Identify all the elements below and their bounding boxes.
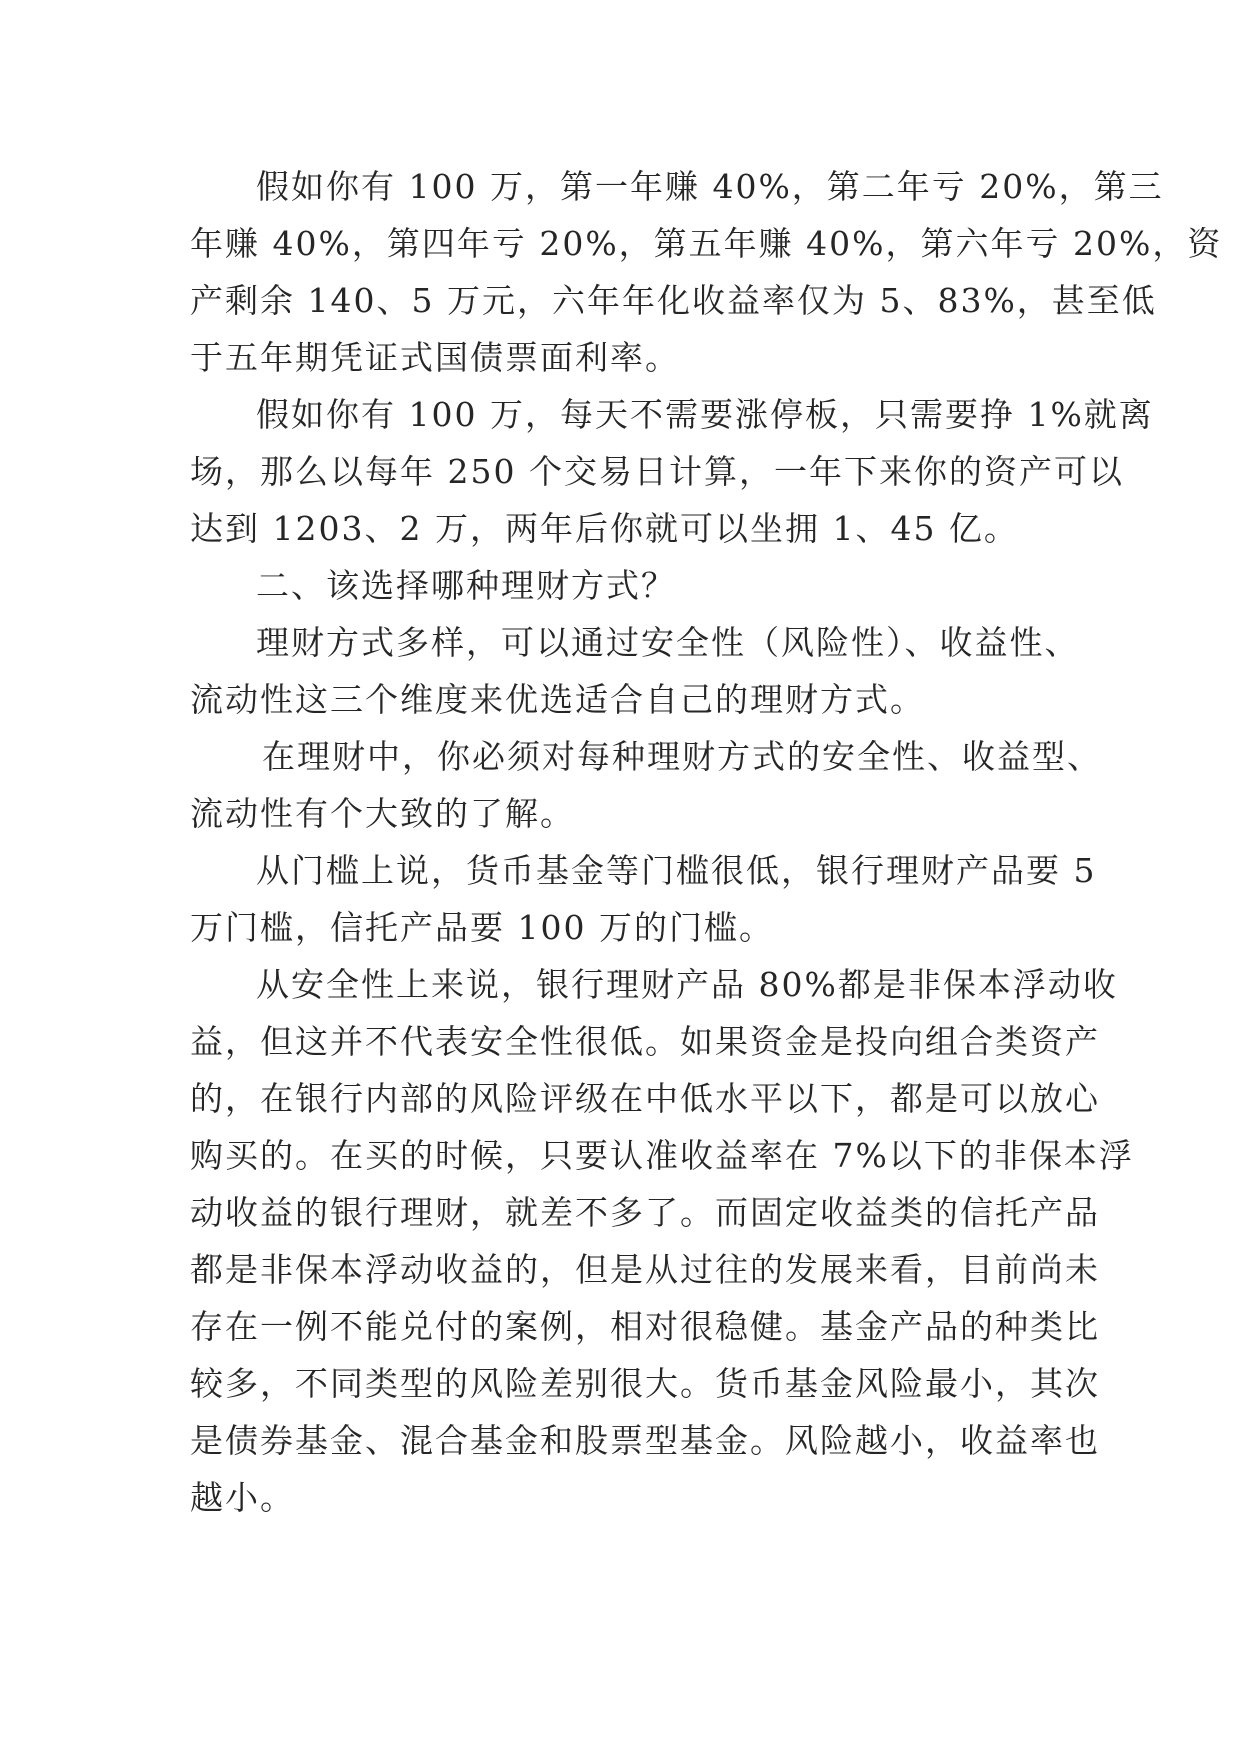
paragraph-6-line-7: 存在一例不能兑付的案例，相对很稳健。基金产品的种类比 — [190, 1307, 1100, 1346]
paragraph-6-line-1: 从安全性上来说，银行理财产品 80%都是非保本浮动收 — [256, 965, 1118, 1004]
paragraph-5-line-2: 万门槛，信托产品要 100 万的门槛。 — [190, 908, 774, 947]
paragraph-1-line-3: 产剩余 140、5 万元，六年年化收益率仅为 5、83%，甚至低 — [190, 281, 1157, 320]
paragraph-6-line-4: 购买的。在买的时候，只要认准收益率在 7%以下的非保本浮 — [190, 1136, 1134, 1175]
paragraph-1-line-2: 年赚 40%，第四年亏 20%，第五年赚 40%，第六年亏 20%，资 — [190, 224, 1223, 263]
paragraph-6-line-9: 是债券基金、混合基金和股票型基金。风险越小，收益率也 — [190, 1421, 1100, 1460]
paragraph-1-line-1: 假如你有 100 万，第一年赚 40%，第二年亏 20%，第三 — [256, 167, 1164, 206]
paragraph-6-line-6: 都是非保本浮动收益的，但是从过往的发展来看，目前尚未 — [190, 1250, 1100, 1289]
paragraph-6-line-10: 越小。 — [190, 1478, 295, 1517]
paragraph-6-line-5: 动收益的银行理财，就差不多了。而固定收益类的信托产品 — [190, 1193, 1100, 1232]
paragraph-4-line-1: 在理财中，你必须对每种理财方式的安全性、收益型、 — [262, 737, 1102, 776]
section-heading: 二、该选择哪种理财方式？ — [256, 566, 676, 605]
paragraph-4-line-2: 流动性有个大致的了解。 — [190, 794, 575, 833]
paragraph-5-line-1: 从门槛上说，货币基金等门槛很低，银行理财产品要 5 — [256, 851, 1097, 890]
paragraph-2-line-1: 假如你有 100 万，每天不需要涨停板，只需要挣 1%就离 — [256, 395, 1154, 434]
paragraph-2-line-2: 场，那么以每年 250 个交易日计算，一年下来你的资产可以 — [190, 452, 1124, 491]
paragraph-2-line-3: 达到 1203、2 万，两年后你就可以坐拥 1、45 亿。 — [190, 509, 1019, 548]
paragraph-3-line-1: 理财方式多样，可以通过安全性（风险性）、收益性、 — [256, 623, 1080, 662]
paragraph-6-line-8: 较多，不同类型的风险差别很大。货币基金风险最小，其次 — [190, 1364, 1100, 1403]
paragraph-6-line-3: 的，在银行内部的风险评级在中低水平以下，都是可以放心 — [190, 1079, 1100, 1118]
paragraph-1-line-4: 于五年期凭证式国债票面利率。 — [190, 338, 680, 377]
paragraph-6-line-2: 益，但这并不代表安全性很低。如果资金是投向组合类资产 — [190, 1022, 1100, 1061]
paragraph-3-line-2: 流动性这三个维度来优选适合自己的理财方式。 — [190, 680, 925, 719]
